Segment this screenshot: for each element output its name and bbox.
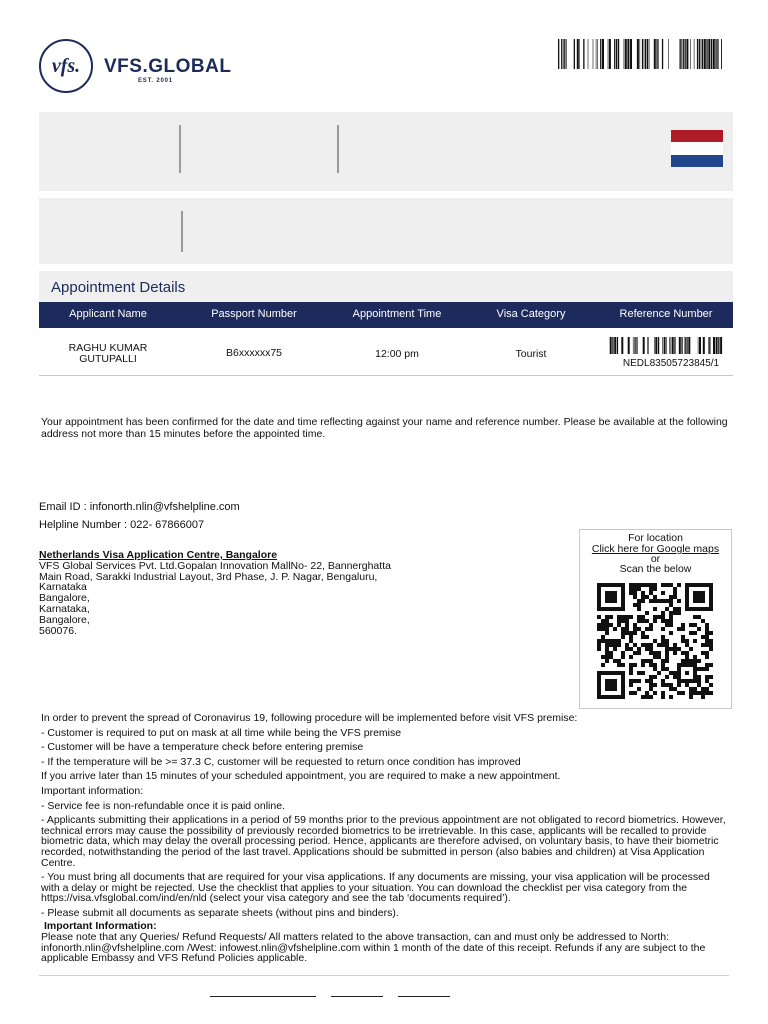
signature-line bbox=[331, 996, 383, 997]
google-maps-link[interactable]: Click here for Google maps bbox=[591, 543, 720, 555]
closing-note: Please note that any Queries/ Refund Requests/ All matters related to the above transaction, can and must only be addressed to North: infonorth.nlin@vfshelpline.com /West: infowest.nlin@vfshelpline.com within 1 month of the date of this receipt. Refunds if any are subject to the applicable Embassy and VFS Refund Policies applicable. bbox=[41, 931, 706, 965]
column-header-passport: Passport Number bbox=[211, 308, 297, 320]
logo-established: EST. 2001 bbox=[138, 78, 173, 84]
info-point: - You must bring all documents that are required for your visa applications. If any documents are missing, your visa application will be processed with a delay or might be rejected. Use the checklist that applies to your situation. You can download the checklist per visa category from the https://visa.vfsglobal.com/ind/en/nld (select your visa category and see the tab ‘documents required’). bbox=[41, 871, 710, 905]
column-header-time: Appointment Time bbox=[352, 308, 442, 320]
covid-bullet: - If the temperature will be >= 37.3 C, customer will be requested to return once condition has improved bbox=[41, 755, 521, 768]
divider bbox=[181, 211, 183, 252]
logo-mark: vfs. bbox=[51, 54, 81, 77]
centre-name: Netherlands Visa Application Centre, Bangalore bbox=[39, 549, 278, 561]
barcode-icon bbox=[604, 337, 724, 354]
appointment-time: 12:00 pm bbox=[375, 348, 419, 360]
location-label: For location bbox=[628, 532, 683, 544]
divider bbox=[179, 125, 181, 173]
divider bbox=[39, 975, 729, 976]
info-section bbox=[41, 713, 729, 964]
address-line: Bangalore, bbox=[39, 613, 90, 626]
covid-intro: In order to prevent the spread of Coronavirus 19, following procedure will be implemented before visit VFS premise: bbox=[41, 712, 578, 724]
signature-line bbox=[398, 996, 450, 997]
applicant-summary-box bbox=[39, 112, 733, 191]
column-header-category: Visa Category bbox=[496, 308, 566, 320]
important-label: Important information: bbox=[41, 784, 144, 797]
info-point: - Please submit all documents as separate sheets (without pins and binders). bbox=[41, 906, 399, 919]
divider bbox=[39, 375, 733, 376]
applicant-name-line: GUTUPALLI bbox=[79, 353, 137, 365]
centre-address bbox=[39, 550, 419, 636]
signature-line bbox=[210, 996, 316, 997]
address-line: VFS Global Services Pvt. Ltd.Gopalan Innovation MallNo- 22, Bannerghatta bbox=[39, 559, 391, 572]
scan-label: Scan the below bbox=[619, 563, 692, 575]
applicant-name bbox=[69, 343, 148, 365]
column-header-reference: Reference Number bbox=[619, 308, 713, 320]
barcode-icon bbox=[558, 39, 722, 69]
important-heading: Important Information: bbox=[44, 919, 157, 932]
logo-name: VFS.GLOBAL bbox=[104, 56, 232, 77]
confirmation-text: Your appointment has been confirmed for the date and time reflecting against your name and reference number. Please be available at the following address not more than 15 minutes before the appointed time. bbox=[41, 416, 728, 440]
covid-bullet: - Customer is required to put on mask at all time while being the VFS premise bbox=[41, 726, 402, 739]
late-arrival-note: If you arrive later than 15 minutes of your scheduled appointment, you are required to make a new appointment. bbox=[41, 770, 561, 783]
contact-helpline: Helpline Number : 022- 67866007 bbox=[39, 519, 205, 531]
reference-number: NEDL83505723845/1 bbox=[622, 358, 720, 369]
address-line: Main Road, Sarakki Industrial Layout, 3rd Phase, J. P. Nagar, Bengaluru, bbox=[39, 570, 378, 583]
or-label: or bbox=[650, 553, 661, 565]
info-point: - Applicants submitting their applications in a period of 59 months prior to the previous appointment are not obligated to record biometrics. However, technical errors may cause the possibility of previously recorded biometrics to be irretrievable. In this case, applicants will be recalled to provide biometric data, which may delay the overall processing period. Hence, applicants are therefore advised, on voluntary basis, to have their biometric recorded, notwithstanding the period of the last travel. Applications should be submitted in person (also babies and children) at Visa Application Centre. bbox=[41, 814, 726, 869]
column-header-applicant: Applicant Name bbox=[69, 308, 147, 320]
centre-summary-box bbox=[39, 198, 733, 264]
qr-code-icon[interactable] bbox=[597, 583, 713, 699]
info-point: - Service fee is non-refundable once it is paid online. bbox=[41, 799, 285, 812]
divider bbox=[337, 125, 339, 173]
visa-category: Tourist bbox=[515, 348, 547, 360]
applicant-name-line: RAGHU KUMAR bbox=[68, 342, 148, 354]
passport-number: B6xxxxxx75 bbox=[225, 347, 283, 359]
section-title: Appointment Details bbox=[51, 279, 186, 296]
vfs-logo-icon bbox=[39, 39, 93, 93]
address-line: Karnataka, bbox=[39, 602, 90, 615]
appointment-table-header bbox=[39, 302, 733, 328]
netherlands-flag-icon bbox=[671, 130, 723, 167]
address-line: Karnataka bbox=[39, 581, 87, 594]
covid-bullet: - Customer will be have a temperature check before entering premise bbox=[41, 741, 364, 754]
address-line: Bangalore, bbox=[39, 592, 90, 605]
contact-email: Email ID : infonorth.nlin@vfshelpline.com bbox=[39, 501, 240, 513]
address-line: 560076. bbox=[39, 624, 77, 637]
